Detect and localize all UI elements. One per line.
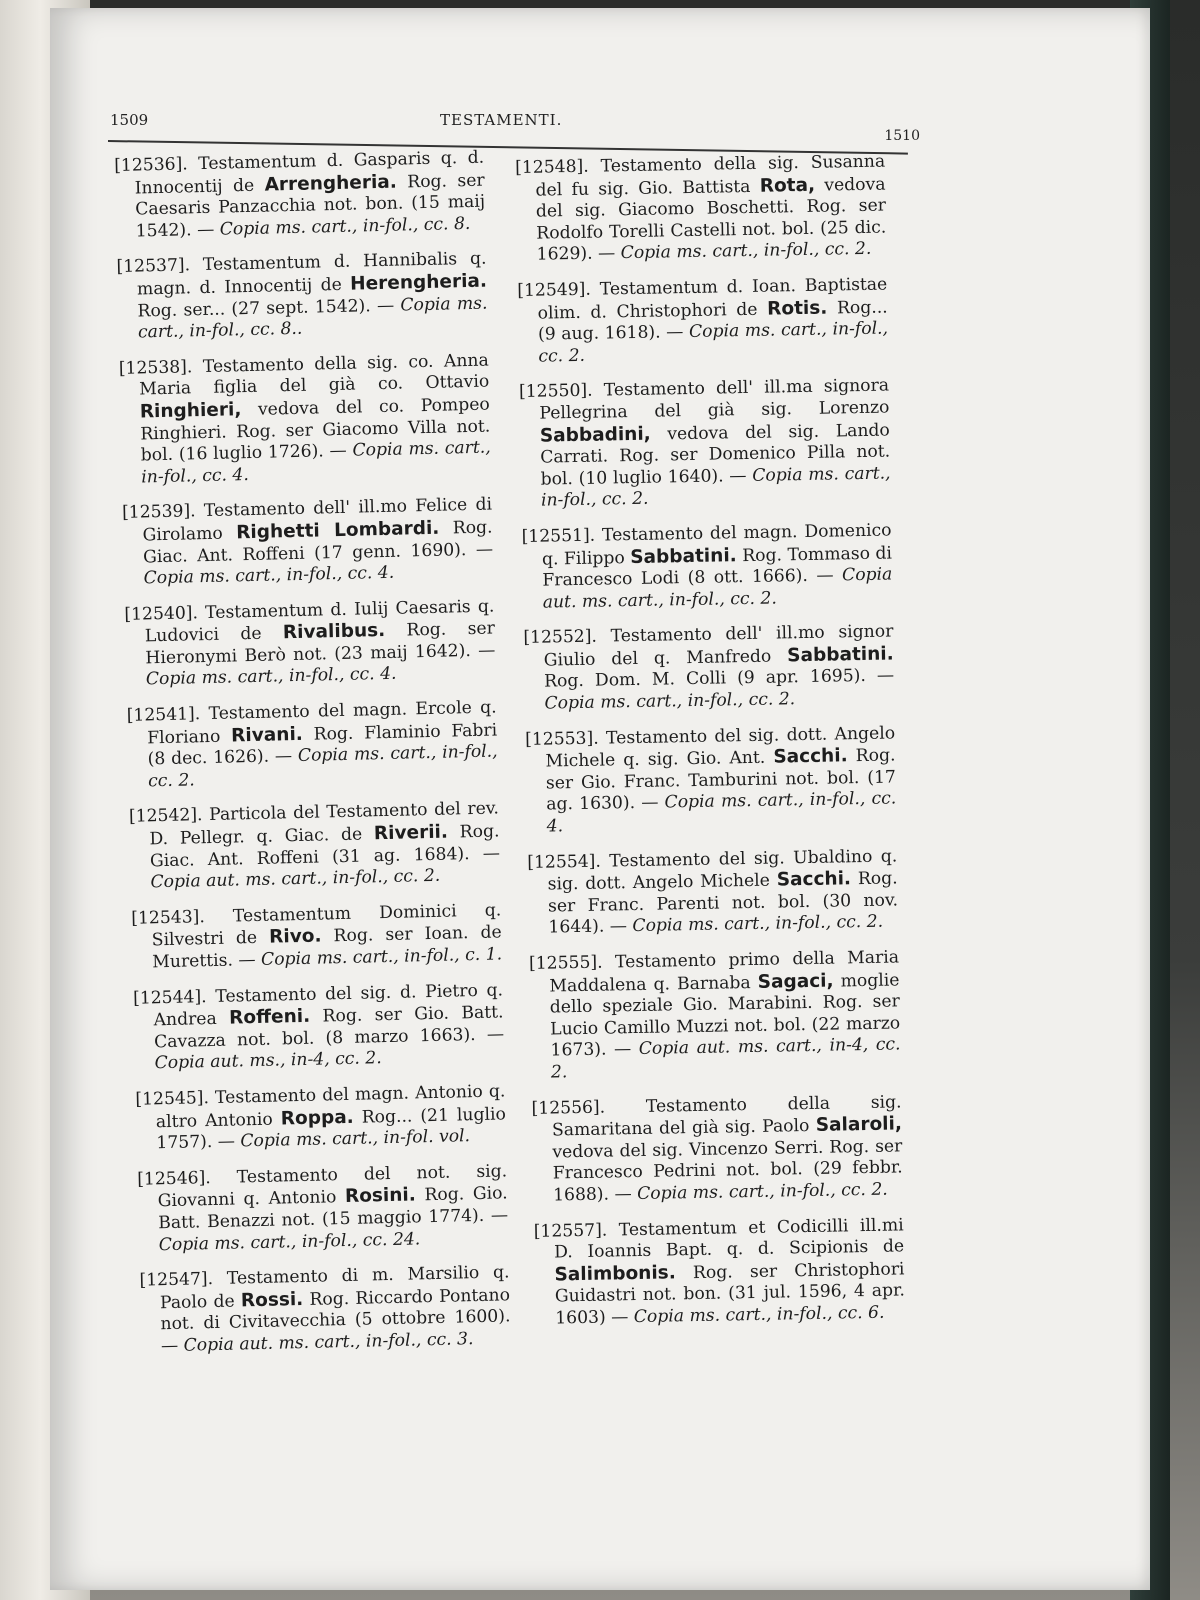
entry-number: [12552].	[523, 626, 598, 649]
catalog-entry	[527, 846, 898, 940]
entry-number: [12544].	[132, 986, 207, 1009]
entry-family-name: Ringhieri,	[139, 399, 242, 423]
entry-description: Testamento primo della Maria Maddalena q. Barnaba	[549, 947, 900, 997]
entry-number: [12551].	[521, 525, 596, 547]
catalog-entry	[519, 376, 891, 513]
entry-copy-note: Copia aut. ms. cart., in-fol., cc. 2.	[542, 564, 893, 613]
entry-copy-note: Copia ms. cart., in-fol., cc. 4.	[546, 788, 897, 837]
entry-description: Testamento dell' ill.mo signor Giulio del q. Manfredo	[543, 621, 894, 671]
catalog-entry	[529, 947, 901, 1084]
catalog-entry	[114, 148, 486, 244]
entry-notary: Rog. ser Gio. Franc. Tamburini not. bol. (17 ag. 1630). —	[545, 745, 897, 815]
entry-notary: Rog... (21 luglio 1757). —	[156, 1103, 507, 1154]
catalog-entry	[126, 698, 498, 794]
entry-family-name: Rosini.	[344, 1184, 417, 1208]
entry-notary: Rog. ser Christophori Guidastri not. bon. (31 jul. 1596, 4 apr. 1603) —	[554, 1259, 906, 1329]
entry-number: [12537].	[116, 255, 191, 278]
entry-notary: moglie dello speziale Gio. Marabini. Rog. ser Lucio Camillo Muzzi not. bol. (22 marzo 1673). —	[549, 970, 901, 1061]
entry-number: [12541].	[126, 704, 201, 726]
entry-family-name: Riverii.	[373, 821, 449, 845]
entry-number: [12550].	[518, 381, 593, 403]
entry-notary: Rog. ser Caesaris Panzacchia not. bon. (15 maij 1542). —	[134, 170, 486, 242]
entry-family-name: Sabbadini,	[539, 423, 651, 447]
entry-description: Testamentum d. Iulij Caesaris q. Ludovici de	[144, 596, 495, 647]
catalog-entry	[521, 520, 892, 614]
entry-notary: Rog. Tommaso di Francesco Lodi (8 ott. 1666). —	[542, 542, 893, 591]
entry-copy-note: Copia ms. cart., in-fol., cc. 2.	[632, 912, 884, 937]
entry-notary: Rog. Dom. M. Colli (9 apr. 1695). —	[543, 665, 895, 693]
entry-number: [12556].	[531, 1097, 606, 1119]
entry-number: [12543].	[131, 906, 206, 929]
entry-description: Testamento del magn. Antonio q. altro Antonio	[155, 1081, 506, 1132]
running-title: TESTAMENTI.	[440, 111, 563, 129]
entry-notary: vedova del sig. Lando Carrati. Rog. ser Domenico Pilla not. bol. (10 luglio 1640). —	[540, 420, 891, 490]
catalog-entry	[523, 622, 894, 716]
entry-notary: Rog. ser... (27 sept. 1542). —	[137, 295, 395, 322]
entry-description: Testamento del sig. d. Pietro q. Andrea	[153, 979, 504, 1031]
entry-copy-note: Copia ms. cart., in-fol., cc. 4.	[141, 437, 491, 488]
entry-family-name: Roppa.	[280, 1106, 354, 1130]
entry-description: Testamento della sig. Susanna del fu sig. Gio. Battista	[535, 151, 886, 201]
entry-description: Particola del Testamento del rev. D. Pellegr. q. Giac. de	[149, 798, 500, 850]
entry-notary: Rog. Riccardo Pontano not. di Civitavecchia (5 ottobre 1600). —	[160, 1285, 511, 1357]
entry-notary: Rog. Flaminio Fabri (8 dec. 1626). —	[147, 720, 498, 770]
entry-copy-note: Copia ms. cart., in-fol., cc. 6.	[633, 1302, 885, 1328]
entry-copy-note: Copia aut. ms. cart., in-fol., cc. 2.	[150, 866, 441, 893]
entry-description: Testamentum d. Ioan. Baptistae olim. d. Christophori de	[537, 274, 888, 324]
catalog-entry	[139, 1262, 511, 1358]
entry-family-name: Salimbonis.	[554, 1262, 676, 1286]
entry-number: [12554].	[527, 851, 602, 873]
entry-family-name: Rotis.	[766, 297, 828, 320]
catalog-entry	[116, 249, 488, 345]
entry-copy-note: Copia aut. ms. cart., in-4, cc. 2.	[550, 1034, 901, 1083]
left-column	[114, 148, 512, 1373]
entry-family-name: Rivo.	[268, 925, 322, 949]
entry-description: Testamentum d. Gasparis q. d. Innocentij de	[134, 147, 485, 199]
entry-copy-note: Copia ms. cart., in-fol., cc. 4.	[145, 664, 397, 690]
entry-description: Testamento del not. sig. Giovanni q. Antonio	[157, 1161, 508, 1212]
entry-number: [12547].	[139, 1269, 214, 1291]
entry-number: [12542].	[128, 805, 203, 828]
entry-number: [12557].	[533, 1220, 608, 1242]
entry-family-name: Righetti Lombardi.	[235, 517, 440, 544]
catalog-entry	[531, 1092, 903, 1207]
catalog-entry	[517, 274, 888, 368]
entry-number: [12546].	[136, 1167, 211, 1190]
page-number-left: 1509	[110, 111, 149, 129]
entry-family-name: Sagaci,	[757, 970, 834, 993]
entry-copy-note: Copia ms. cart., in-fol., cc. 8..	[137, 293, 488, 343]
entry-description: Testamento del magn. Domenico q. Filippo	[541, 520, 892, 570]
entry-notary: Rog... (9 aug. 1618). —	[537, 297, 888, 345]
entry-description: Testamento dell' ill.ma signora Pellegrina del già sig. Lorenzo	[539, 375, 890, 424]
entry-notary: Rog. ser Franc. Parenti not. bol. (30 nov. 1644). —	[547, 868, 899, 938]
entry-copy-note: Copia ms. cart., in-fol., cc. 2.	[620, 239, 872, 264]
entry-family-name: Salaroli,	[815, 1113, 903, 1137]
entry-description: Testamento di m. Marsilio q. Paolo de	[159, 1262, 510, 1313]
entry-copy-note: Copia ms. cart., in-fol. vol.	[240, 1126, 471, 1152]
page-number-right: 1510	[884, 128, 920, 144]
entry-family-name: Sacchi.	[776, 868, 852, 891]
catalog-entry	[129, 799, 501, 895]
entry-family-name: Roffeni.	[228, 1005, 311, 1029]
entry-family-name: Sacchi.	[773, 745, 848, 768]
entry-number: [12539].	[121, 501, 196, 524]
catalog-entry	[131, 900, 502, 974]
entry-description: Testamento della sig. Samaritana del già sig. Paolo	[551, 1091, 902, 1141]
page-header	[110, 103, 920, 143]
entry-notary: vedova del co. Pompeo Ringhieri. Rog. ser Giacomo Villa not. bol. (16 luglio 1726). —	[140, 394, 491, 466]
entry-number: [12536].	[114, 154, 188, 176]
catalog-entry	[119, 350, 492, 489]
catalog-entry	[515, 152, 887, 267]
entry-notary: vedova del sig. Vincenzo Serri. Rog. ser Francesco Pedrini not. bol. (29 febbr. 1688). —	[552, 1136, 903, 1206]
entry-copy-note: Copia ms. cart., in-fol., cc. 2.	[544, 689, 796, 714]
entry-description: Testamento del magn. Ercole q. Floriano	[146, 697, 497, 749]
entry-notary: Rog. Gio. Batt. Benazzi not. (15 maggio 1774). —	[157, 1183, 509, 1234]
entry-family-name: Herengheria.	[349, 270, 488, 295]
entry-copy-note: Copia ms. cart., in-fol., c. 1.	[260, 944, 503, 970]
entry-description: Testamentum et Codicilli ill.mi D. Ioannis Bapt. q. d. Scipionis de	[553, 1214, 905, 1263]
catalog-entry	[122, 495, 494, 591]
catalog-entry	[534, 1215, 906, 1330]
entry-description: Testamento della sig. co. Anna Maria figlia del già co. Ottavio	[139, 350, 490, 400]
entry-number: [12549].	[517, 279, 592, 301]
book-page	[50, 8, 1150, 1590]
entry-family-name: Arrengheria.	[264, 171, 398, 196]
entry-family-name: Rota,	[759, 174, 816, 197]
entry-family-name: Sabbatini.	[787, 643, 894, 667]
entry-description: Testamento del sig. dott. Angelo Michele q. sig. Gio. Ant.	[545, 723, 896, 772]
catalog-entry	[525, 723, 897, 838]
catalog-entry	[133, 980, 505, 1076]
right-column	[515, 152, 906, 1345]
entry-copy-note: Copia ms. cart., in-fol., cc. 24.	[158, 1228, 421, 1255]
entry-number: [12555].	[528, 952, 603, 974]
entry-notary: vedova del sig. Giacomo Boschetti. Rog. ser Rodolfo Torelli Castelli not. bol. (25 dic. 1629). —	[535, 174, 887, 266]
entry-copy-note: Copia ms. cart., in-fol., cc. 4.	[143, 562, 395, 589]
entry-description: Testamento dell' ill.mo Felice di Girolamo	[142, 494, 493, 546]
entry-family-name: Sabbatini.	[630, 544, 737, 568]
entry-copy-note: Copia aut. ms. cart., in-fol., cc. 3.	[183, 1329, 474, 1356]
entry-family-name: Rivalibus.	[282, 620, 386, 644]
entry-notary: Rog. ser Gio. Batt. Cavazza not. bol. (8 marzo 1663). —	[153, 1002, 505, 1053]
entry-family-name: Rivani.	[230, 723, 304, 747]
entry-copy-note: Copia ms. cart., in-fol., cc. 2.	[636, 1179, 888, 1204]
entry-copy-note: Copia ms. cart., in-fol., cc. 2.	[540, 463, 891, 511]
entry-family-name: Rossi.	[240, 1288, 304, 1312]
catalog-entry	[124, 596, 496, 692]
entry-number: [12548].	[515, 156, 589, 178]
entry-notary: Rog. ser Hieronymi Berò not. (23 maij 1642). —	[145, 618, 496, 669]
entry-number: [12538].	[118, 357, 193, 379]
entry-number: [12540].	[124, 602, 199, 625]
entry-number: [12545].	[135, 1088, 210, 1110]
entry-description: Testamentum Dominici q. Silvestri de	[151, 900, 502, 951]
entry-notary: Rog. ser Ioan. de Murettis. —	[152, 922, 502, 973]
entry-notary: Rog. Giac. Ant. Roffeni (17 genn. 1690). —	[142, 517, 494, 567]
entry-copy-note: Copia ms. cart., in-fol., cc. 2.	[147, 741, 498, 792]
entry-number: [12553].	[524, 728, 599, 750]
entry-copy-note: Copia ms. cart., in-fol., cc. 2.	[538, 318, 889, 367]
catalog-entry	[135, 1081, 506, 1155]
entry-description: Testamento del sig. Ubaldino q. sig. dott. Angelo Michele	[547, 846, 898, 895]
entry-description: Testamentum d. Hannibalis q. magn. d. Innocentij de	[136, 248, 487, 300]
catalog-entry	[137, 1161, 509, 1257]
entry-copy-note: Copia aut. ms., in-4, cc. 2.	[154, 1048, 382, 1074]
entry-copy-note: Copia ms. cart., in-fol., cc. 8.	[219, 213, 471, 240]
entry-notary: Rog. Giac. Ant. Roffeni (31 ag. 1684). —	[149, 821, 501, 871]
